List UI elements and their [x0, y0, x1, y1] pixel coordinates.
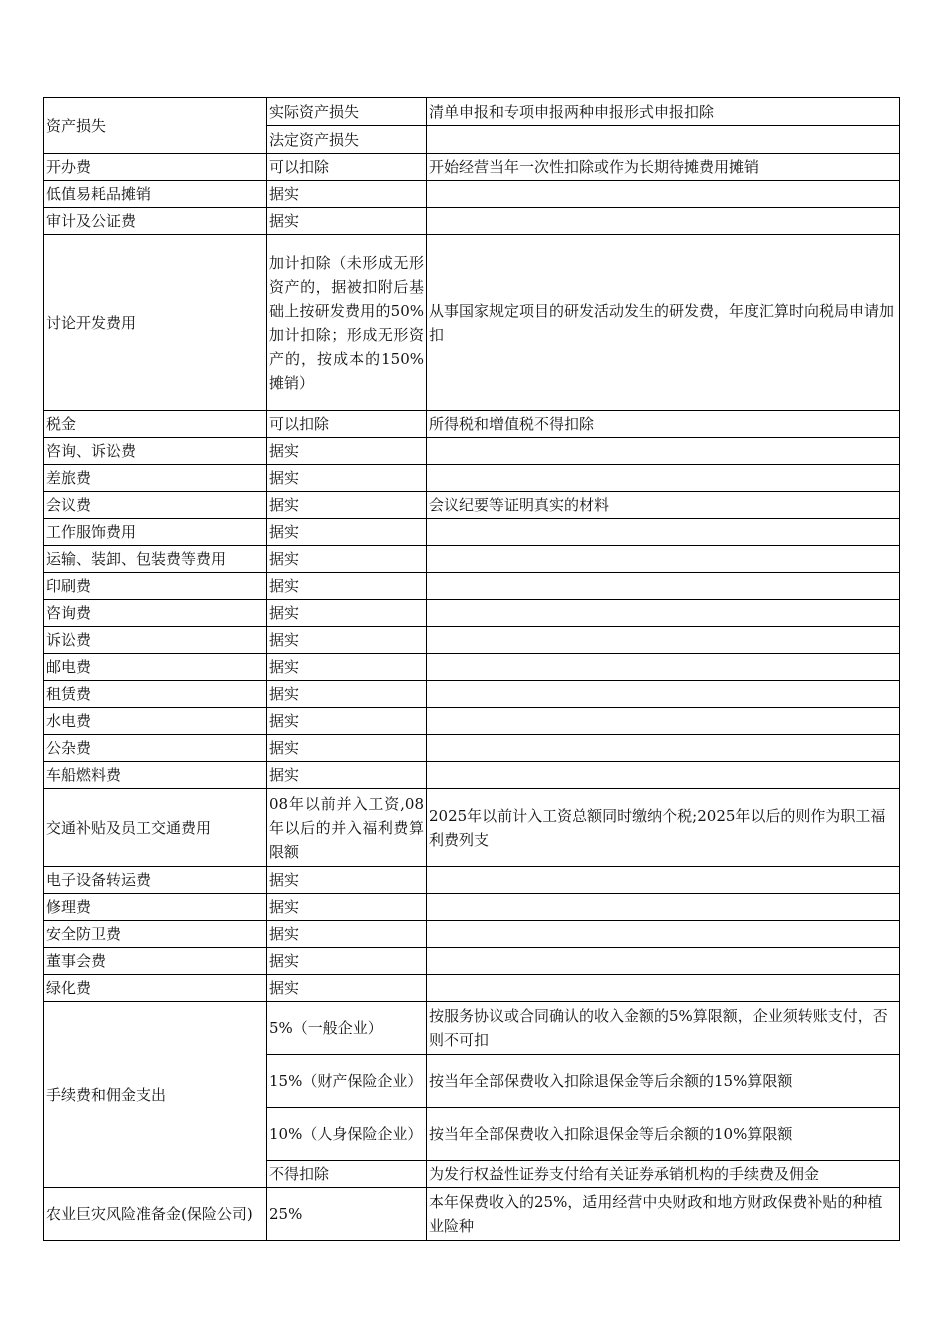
- note-cell: 会议纪要等证明真实的材料: [427, 492, 900, 519]
- deduction-cell: 加计扣除（未形成无形资产的，据被扣附后基础上按研发费用的50%加计扣除；形成无形资产的，按成本的150%摊销）: [267, 235, 427, 411]
- item-cell: 印刷费: [44, 573, 267, 600]
- table-row: [44, 235, 900, 411]
- deduction-cell: 据实: [267, 438, 427, 465]
- note-cell: [427, 654, 900, 681]
- table-row: [44, 708, 900, 735]
- deduction-cell: 法定资产损失: [267, 126, 427, 154]
- deduction-cell: 据实: [267, 921, 427, 948]
- note-cell: 按当年全部保费收入扣除退保金等后余额的15%算限额: [427, 1055, 900, 1108]
- deduction-cell: 据实: [267, 492, 427, 519]
- deduction-cell: 不得扣除: [267, 1161, 427, 1188]
- note-cell: [427, 519, 900, 546]
- item-cell: 讨论开发费用: [44, 235, 267, 411]
- table-row: [44, 1188, 900, 1241]
- item-cell: 差旅费: [44, 465, 267, 492]
- note-cell: [427, 181, 900, 208]
- note-cell: 从事国家规定项目的研发活动发生的研发费，年度汇算时向税局申请加扣: [427, 235, 900, 411]
- table-row: [44, 600, 900, 627]
- note-cell: [427, 867, 900, 894]
- note-cell: 2025年以前计入工资总额同时缴纳个税;2025年以后的则作为职工福利费列支: [427, 789, 900, 867]
- note-cell: 所得税和增值税不得扣除: [427, 411, 900, 438]
- note-cell: 按当年全部保费收入扣除退保金等后余额的10%算限额: [427, 1108, 900, 1161]
- deduction-cell: 15%（财产保险企业）: [267, 1055, 427, 1108]
- deduction-cell: 据实: [267, 465, 427, 492]
- deduction-cell: 据实: [267, 600, 427, 627]
- deduction-cell: 10%（人身保险企业）: [267, 1108, 427, 1161]
- deduction-cell: 据实: [267, 975, 427, 1002]
- item-cell: 修理费: [44, 894, 267, 921]
- table-row: [44, 411, 900, 438]
- deduction-cell: 据实: [267, 208, 427, 235]
- table-row: [44, 975, 900, 1002]
- item-cell: 公杂费: [44, 735, 267, 762]
- table-row: [44, 894, 900, 921]
- note-cell: 清单申报和专项申报两种申报形式申报扣除: [427, 98, 900, 126]
- deduction-cell: 据实: [267, 894, 427, 921]
- deduction-cell: 据实: [267, 681, 427, 708]
- deduction-cell: 据实: [267, 627, 427, 654]
- table-row: [44, 181, 900, 208]
- item-cell: 咨询费: [44, 600, 267, 627]
- note-cell: [427, 465, 900, 492]
- table-row: [44, 627, 900, 654]
- table-row: [44, 573, 900, 600]
- table-row: [44, 519, 900, 546]
- note-cell: [427, 948, 900, 975]
- note-cell: [427, 208, 900, 235]
- note-cell: [427, 975, 900, 1002]
- note-cell: 为发行权益性证券支付给有关证券承销机构的手续费及佣金: [427, 1161, 900, 1188]
- deduction-cell: 08年以前并入工资,08年以后的并入福利费算限额: [267, 789, 427, 867]
- note-cell: 本年保费收入的25%，适用经营中央财政和地方财政保费补贴的种植业险种: [427, 1188, 900, 1241]
- note-cell: [427, 126, 900, 154]
- deduction-cell: 据实: [267, 654, 427, 681]
- deduction-cell: 25%: [267, 1188, 427, 1241]
- table-row: [44, 492, 900, 519]
- table-row: [44, 1002, 900, 1055]
- deduction-cell: 据实: [267, 867, 427, 894]
- item-cell: 审计及公证费: [44, 208, 267, 235]
- item-cell: 绿化费: [44, 975, 267, 1002]
- deduction-cell: 据实: [267, 181, 427, 208]
- table-row: [44, 789, 900, 867]
- note-cell: [427, 573, 900, 600]
- deduction-cell: 可以扣除: [267, 411, 427, 438]
- item-cell: 水电费: [44, 708, 267, 735]
- table-row: [44, 735, 900, 762]
- table-row: [44, 154, 900, 181]
- deduction-cell: 据实: [267, 948, 427, 975]
- deduction-cell: 据实: [267, 735, 427, 762]
- note-cell: [427, 438, 900, 465]
- item-cell: 低值易耗品摊销: [44, 181, 267, 208]
- table-row: [44, 681, 900, 708]
- table-row: [44, 208, 900, 235]
- item-cell: 会议费: [44, 492, 267, 519]
- note-cell: [427, 600, 900, 627]
- note-cell: [427, 546, 900, 573]
- table-row: [44, 465, 900, 492]
- item-cell: 董事会费: [44, 948, 267, 975]
- item-cell: 咨询、诉讼费: [44, 438, 267, 465]
- table-row: [44, 867, 900, 894]
- deduction-cell: 据实: [267, 546, 427, 573]
- note-cell: [427, 708, 900, 735]
- note-cell: [427, 894, 900, 921]
- note-cell: 开始经营当年一次性扣除或作为长期待摊费用摊销: [427, 154, 900, 181]
- item-cell: 手续费和佣金支出: [44, 1002, 267, 1188]
- item-cell: 资产损失: [44, 98, 267, 154]
- table-row: [44, 654, 900, 681]
- item-cell: 车船燃料费: [44, 762, 267, 789]
- deduction-cell: 实际资产损失: [267, 98, 427, 126]
- table-row: [44, 921, 900, 948]
- note-cell: [427, 921, 900, 948]
- note-cell: [427, 762, 900, 789]
- note-cell: [427, 735, 900, 762]
- item-cell: 邮电费: [44, 654, 267, 681]
- item-cell: 交通补贴及员工交通费用: [44, 789, 267, 867]
- item-cell: 工作服饰费用: [44, 519, 267, 546]
- table-row: [44, 762, 900, 789]
- item-cell: 电子设备转运费: [44, 867, 267, 894]
- table-row: [44, 438, 900, 465]
- item-cell: 开办费: [44, 154, 267, 181]
- note-cell: 按服务协议或合同确认的收入金额的5%算限额，企业须转账支付，否则不可扣: [427, 1002, 900, 1055]
- deduction-table: [43, 97, 900, 1241]
- deduction-cell: 据实: [267, 762, 427, 789]
- item-cell: 租赁费: [44, 681, 267, 708]
- deduction-cell: 据实: [267, 573, 427, 600]
- note-cell: [427, 681, 900, 708]
- deduction-cell: 据实: [267, 708, 427, 735]
- item-cell: 运输、装卸、包装费等费用: [44, 546, 267, 573]
- item-cell: 安全防卫费: [44, 921, 267, 948]
- table-row: [44, 948, 900, 975]
- deduction-cell: 5%（一般企业）: [267, 1002, 427, 1055]
- note-cell: [427, 627, 900, 654]
- item-cell: 税金: [44, 411, 267, 438]
- table-row: [44, 98, 900, 126]
- deduction-cell: 可以扣除: [267, 154, 427, 181]
- item-cell: 诉讼费: [44, 627, 267, 654]
- item-cell: 农业巨灾风险准备金(保险公司): [44, 1188, 267, 1241]
- deduction-cell: 据实: [267, 519, 427, 546]
- table-row: [44, 546, 900, 573]
